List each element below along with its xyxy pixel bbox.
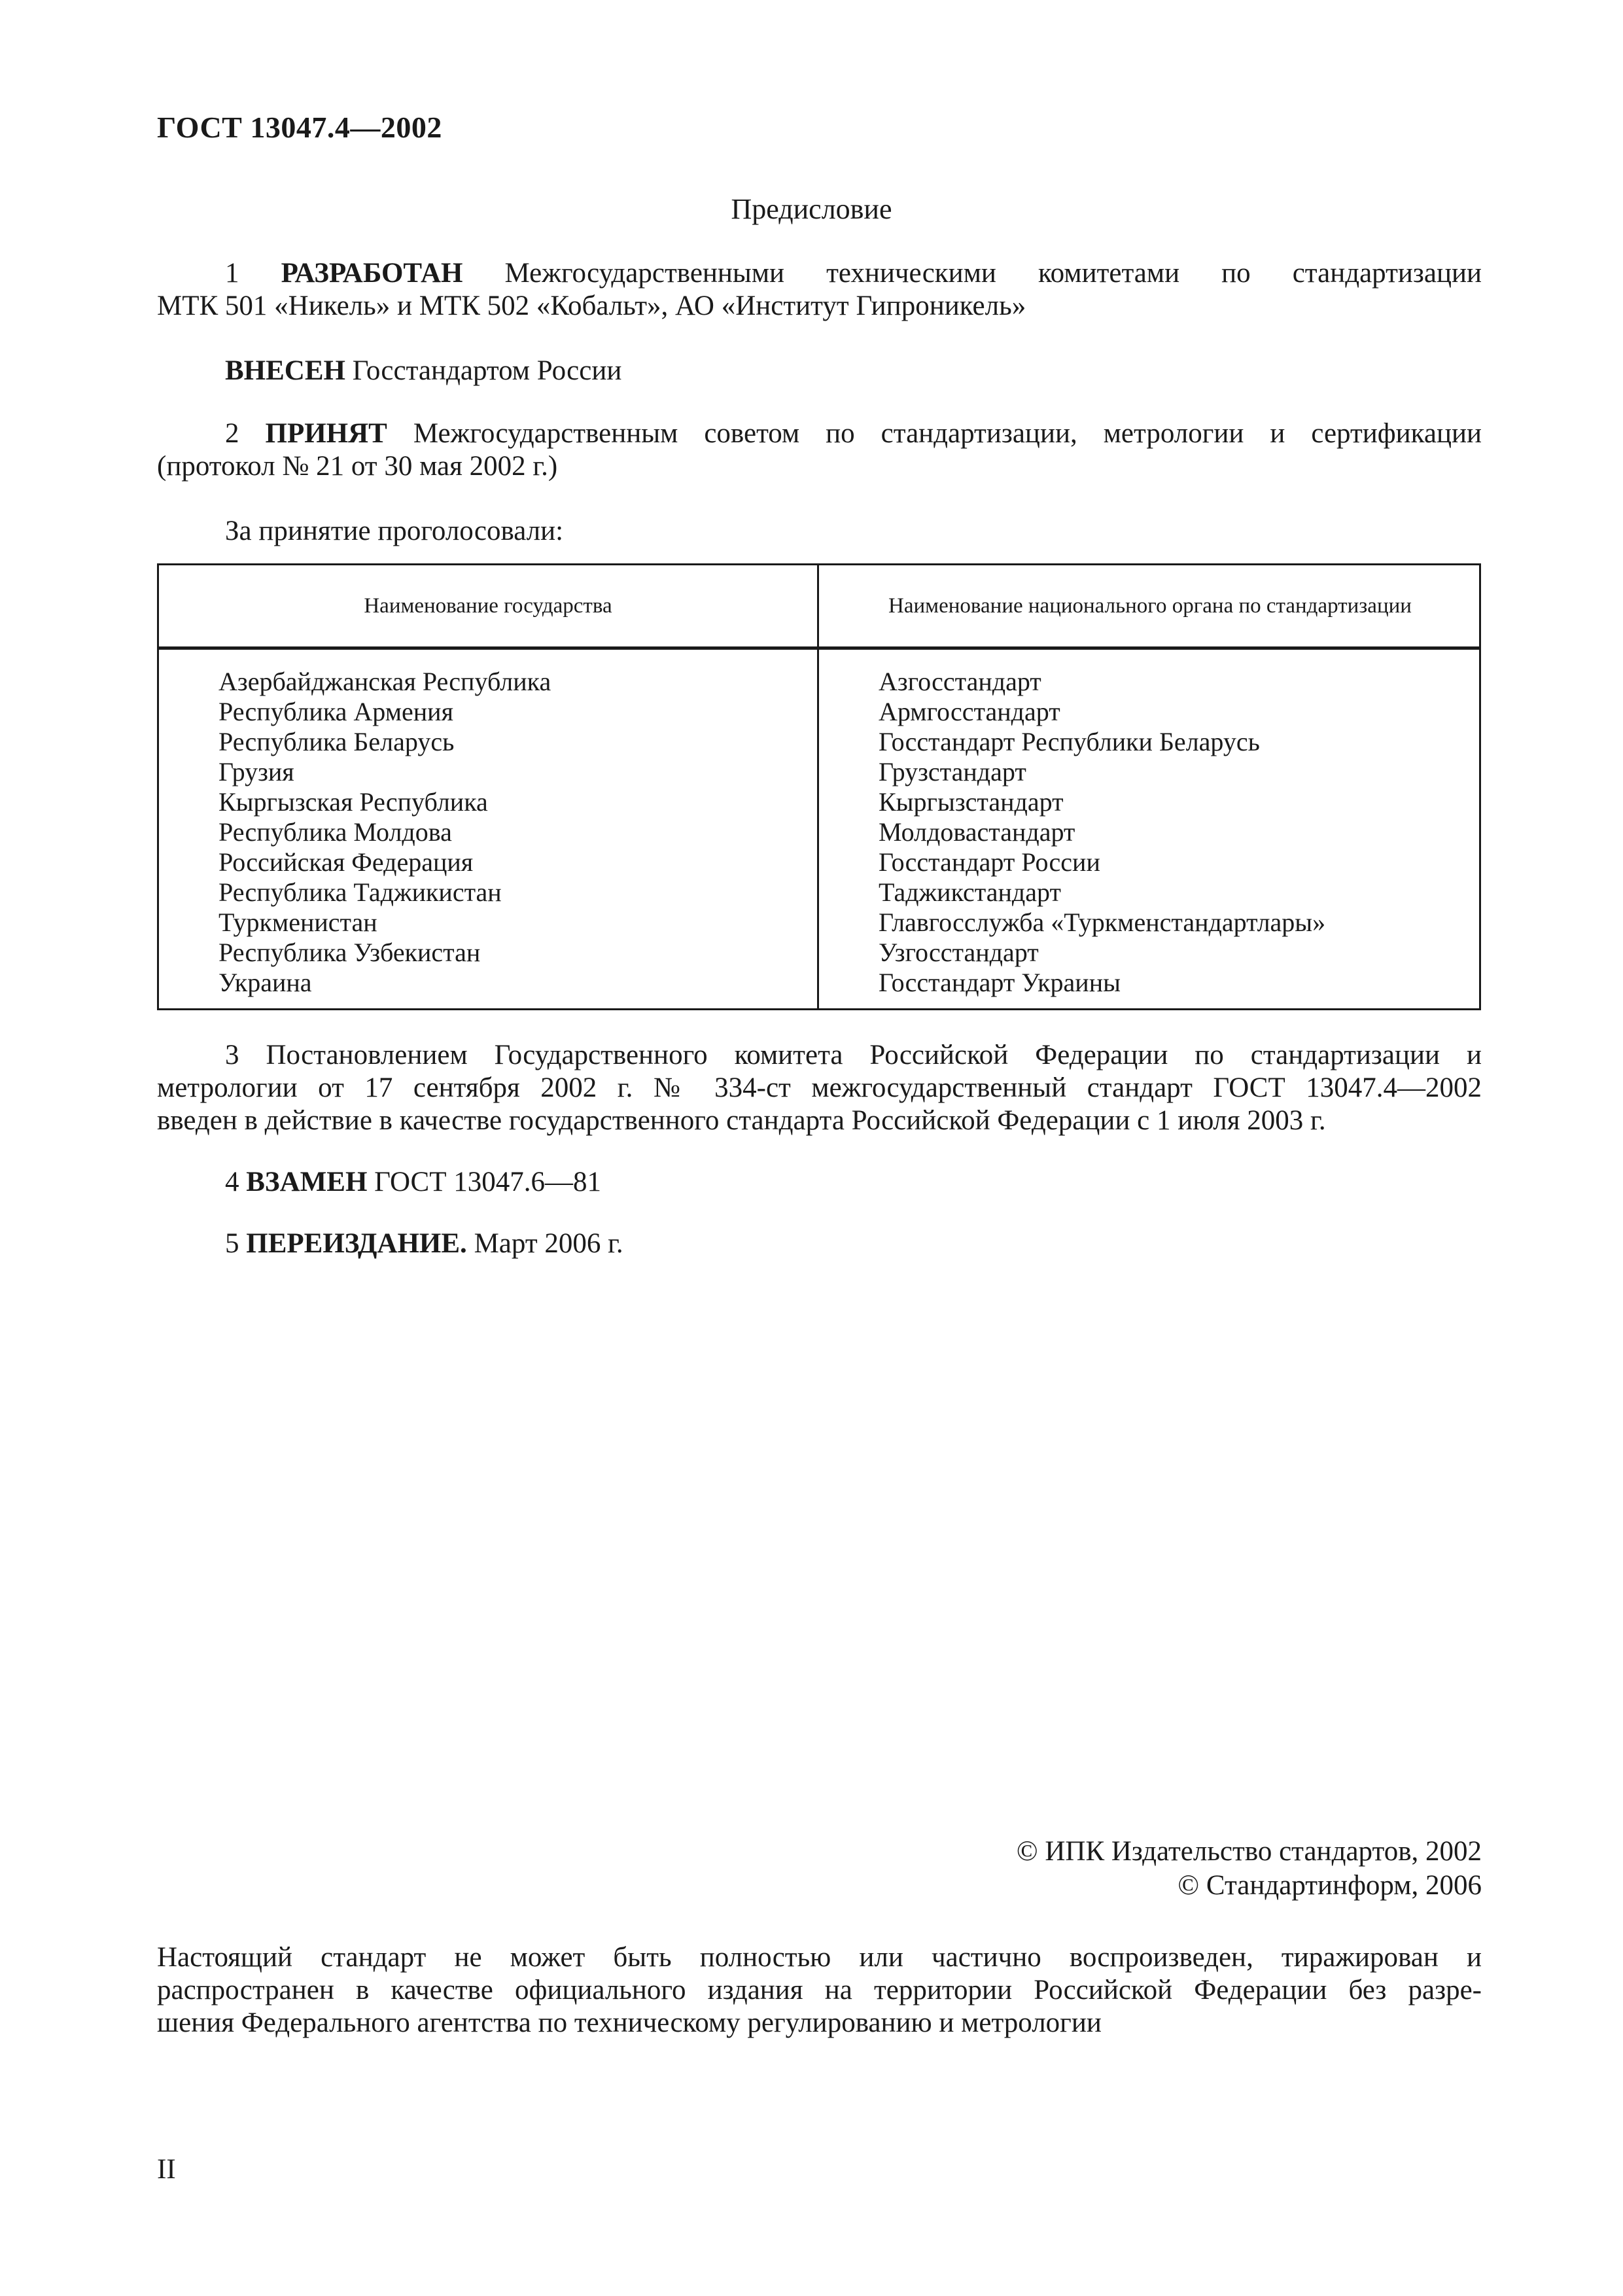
copyright-line-2: © Стандартинформ, 2006: [1178, 1870, 1482, 1901]
preface-item-3: [157, 1039, 1482, 1137]
table-cell-state: Республика Армения: [218, 697, 453, 726]
voting-table: [157, 563, 1481, 1010]
item-1-keyword: РАЗРАБОТАН: [281, 258, 463, 289]
introduced-keyword: ВНЕСЕН: [225, 355, 345, 386]
table-cell-state: Азербайджанская Республика: [218, 667, 551, 696]
notice-line-1-text: Настоящий стандарт не может быть полностью или частично воспроизведен, тиражирован и: [157, 1942, 1482, 1973]
table-cell-state: Республика Беларусь: [218, 727, 455, 756]
item-3-line-2: метрологии от 17 сентября 2002 г. № 334-ст межгосударственный стандарт ГОСТ 13047.4—2002: [157, 1072, 1482, 1103]
item-2-number: 2: [225, 418, 239, 449]
running-head-designation: ГОСТ 13047.4—2002: [157, 111, 442, 144]
table-cell-state: Кыргызская Республика: [218, 787, 488, 817]
table-cell-body: Госстандарт Республики Беларусь: [879, 727, 1260, 756]
table-cell-body: Узгосстандарт: [879, 938, 1039, 967]
notice-line-2: распространен в качестве официального издания на территории Российской Федерации без разре-: [157, 1975, 1482, 2005]
table-cell-body: Грузстандарт: [879, 757, 1026, 786]
item-5-keyword: ПЕРЕИЗДАНИЕ.: [246, 1228, 467, 1259]
preface-item-2: [157, 417, 1482, 483]
item-2-line-1-text: Межгосударственным советом по стандартизации, метрологии и сертификации: [413, 418, 1482, 449]
table-cell-body: Азгосстандарт: [879, 667, 1041, 696]
table-cell-body: Молдовастандарт: [879, 817, 1075, 847]
table-cell-body: Таджикстандарт: [879, 877, 1061, 907]
preface-item-2-line-1: [157, 417, 1482, 450]
page-number: II: [157, 2154, 176, 2185]
item-3-line-1-text: 3 Постановлением Государственного комитета Российской Федерации по стандартизации и: [225, 1040, 1482, 1070]
item-3-line-1: [157, 1039, 1482, 1072]
item-1-line-1-text: Межгосударственными техническими комитетами по стандартизации: [504, 258, 1482, 289]
preface-item-1-line-1: [157, 257, 1482, 290]
item-1-number: 1: [225, 258, 239, 289]
item-4-text: ГОСТ 13047.6—81: [374, 1167, 601, 1197]
table-cell-state: Украина: [218, 968, 312, 997]
preface-item-4: [225, 1166, 601, 1198]
item-4-number: 4: [225, 1167, 239, 1197]
table-header-body: Наименование национального органа по стандартизации: [888, 593, 1412, 618]
preface-title: Предисловие: [731, 193, 892, 225]
copyright-line-1: © ИПК Издательство стандартов, 2002: [1016, 1836, 1482, 1867]
preface-item-1: [157, 257, 1482, 323]
preface-item-5: [225, 1227, 623, 1260]
table-cell-body: Главгосслужба «Туркменстандартлары»: [879, 908, 1326, 937]
table-cell-state: Республика Узбекистан: [218, 938, 481, 967]
voted-label: За принятие проголосовали:: [225, 516, 564, 546]
introduced-text: Госстандартом России: [352, 355, 622, 386]
table-cell-state: Республика Молдова: [218, 817, 452, 847]
table-cell-state: Российская Федерация: [218, 847, 474, 877]
notice-line-1: [157, 1941, 1482, 1974]
table-cell-state: Туркменистан: [218, 908, 377, 937]
item-2-line-2-text: (протокол № 21 от 30 мая 2002 г.): [157, 451, 558, 482]
table-cell-state: Республика Таджикистан: [218, 877, 502, 907]
table-cell-body: Армгосстандарт: [879, 697, 1060, 726]
table-cell-body: Госстандарт Украины: [879, 968, 1121, 997]
table-cell-body: Кыргызстандарт: [879, 787, 1064, 817]
table-column-divider: [817, 565, 819, 1008]
bodies-column: [879, 667, 1325, 998]
item-1-line-2-text: МТК 501 «Никель» и МТК 502 «Кобальт», АО «Институт Гипроникель»: [157, 291, 1026, 321]
item-2-keyword: ПРИНЯТ: [265, 418, 387, 449]
states-column: [218, 667, 551, 998]
table-header-row: [159, 565, 1479, 650]
table-header-state: Наименование государства: [364, 593, 612, 618]
item-3-line-3: введен в действие в качестве государственного стандарта Российской Федерации с 1 июля 2003 г.: [157, 1105, 1326, 1136]
item-4-keyword: ВЗАМЕН: [246, 1167, 368, 1197]
reproduction-notice: [157, 1941, 1482, 2040]
item-5-text: Март 2006 г.: [474, 1228, 623, 1259]
table-cell-body: Госстандарт России: [879, 847, 1100, 877]
notice-line-3: шения Федерального агентства по техническому регулированию и метрологии: [157, 2007, 1102, 2038]
copyright-block: [697, 1835, 1482, 1903]
preface-introduced: [225, 355, 621, 387]
item-5-number: 5: [225, 1228, 239, 1259]
table-cell-state: Грузия: [218, 757, 294, 786]
